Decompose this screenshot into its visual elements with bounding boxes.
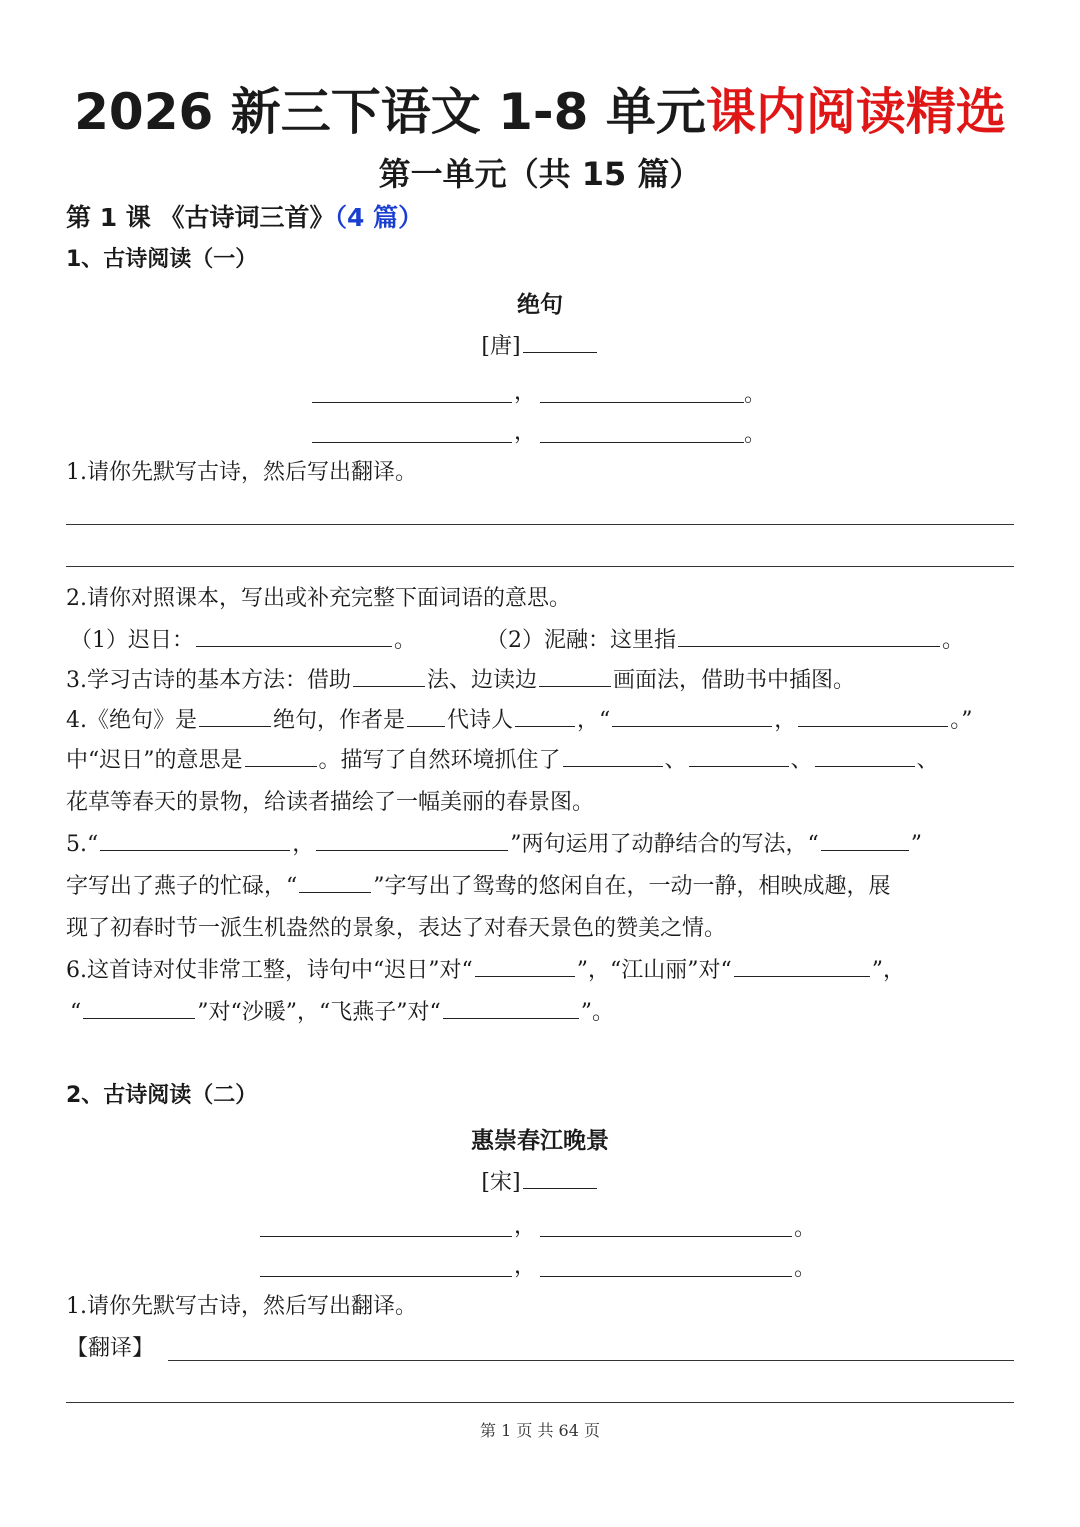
poem-comma: ， (514, 1214, 537, 1239)
q6-text: ”。 (580, 1000, 614, 1026)
answer-line[interactable] (66, 1402, 1014, 1403)
poem-line-blank[interactable] (260, 1236, 512, 1237)
q2b-blank[interactable] (678, 624, 940, 647)
lesson-count: （4 篇） (334, 203, 424, 232)
poem-period: 。 (744, 422, 767, 447)
q6-blank[interactable] (83, 996, 195, 1019)
q5-text: ”字写出了鸳鸯的悠闲自在，一动一静，相映成趣，展 (373, 874, 891, 900)
question-6-line1 (66, 954, 905, 988)
q4-text: 。描写了自然环境抓住了 (318, 748, 561, 774)
poem-line-blank[interactable] (540, 1236, 792, 1237)
q5-blank[interactable] (100, 828, 290, 851)
q4-blank[interactable] (199, 704, 271, 727)
q4-blank[interactable] (563, 744, 663, 767)
q4-text: 、 (916, 748, 939, 774)
q3-text: 法、边读边 (427, 668, 538, 694)
poem-line-blank[interactable] (540, 402, 744, 403)
q6-blank[interactable] (475, 954, 575, 977)
q2a-label: （1）迟日： (70, 628, 194, 654)
q4-text: 4.《绝句》是 (66, 708, 197, 734)
q6-text: ”，“江山丽”对“ (576, 958, 732, 984)
q6-text: 6.这首诗对仗非常工整，诗句中“迟日”对“ (66, 958, 473, 984)
poem-comma: ， (514, 380, 537, 405)
q2a-blank[interactable] (196, 624, 392, 647)
q4-blank[interactable] (612, 704, 772, 727)
question-2: 2.请你对照课本，写出或补充完整下面词语的意思。 (66, 586, 571, 611)
poem-period: 。 (744, 382, 767, 407)
q6-blank[interactable] (443, 996, 579, 1019)
q3-text: 画面法，借助书中插图。 (613, 668, 856, 694)
lesson-heading (66, 200, 423, 236)
page-footer: 第 1 页 共 64 页 (480, 1421, 600, 1440)
section1-heading: 1、古诗阅读（一） (66, 247, 258, 272)
q4-text: 。” (950, 708, 973, 734)
question-2b (486, 624, 964, 658)
q4-blank[interactable] (515, 704, 575, 727)
q5-text: ” (910, 832, 923, 858)
q3-text: 3.学习古诗的基本方法：借助 (66, 668, 351, 694)
page-title-highlight: 课内阅读精选 (705, 83, 1006, 141)
q6-text: ”， (871, 958, 905, 984)
q6-text: “ (70, 1000, 82, 1026)
question-4-line1 (66, 704, 973, 738)
lesson-label: 第 1 课 《古诗词三首》 (66, 203, 335, 232)
page-title-main: 2026 新三下语文 1-8 单元 (74, 83, 706, 141)
q4-text: ， (774, 708, 797, 734)
question-1: 1.请你先默写古诗，然后写出翻译。 (66, 460, 417, 485)
section1-dynasty: [唐] (481, 334, 521, 360)
q4-text: 、 (664, 748, 687, 774)
question-4-line2 (66, 744, 939, 778)
q5-blank[interactable] (316, 828, 508, 851)
poem-comma: ， (514, 420, 537, 445)
q4-text: 中“迟日”的意思是 (66, 748, 243, 774)
q3-blank[interactable] (353, 664, 425, 687)
page-title (0, 80, 1080, 144)
question-3 (66, 664, 855, 698)
section2-heading: 2、古诗阅读（二） (66, 1083, 258, 1108)
q2a-end: 。 (394, 628, 417, 654)
question-5-line2 (66, 870, 891, 904)
q6-blank[interactable] (734, 954, 870, 977)
q4-blank[interactable] (815, 744, 915, 767)
q2b-label: （2）泥融：这里指 (486, 628, 676, 654)
q5-blank[interactable] (821, 828, 909, 851)
q5-text: 字写出了燕子的忙碌，“ (66, 874, 298, 900)
poem-line-blank[interactable] (540, 442, 744, 443)
question-5-line1 (66, 828, 922, 862)
answer-line[interactable] (66, 524, 1014, 525)
q2b-end: 。 (942, 628, 965, 654)
poem-line-blank[interactable] (312, 442, 512, 443)
question-5-line3: 现了初春时节一派生机盎然的景象，表达了对春天景色的赞美之情。 (66, 916, 727, 941)
translate-line[interactable] (168, 1360, 1014, 1361)
question-4-line3: 花草等春天的景物，给读者描绘了一幅美丽的春景图。 (66, 790, 595, 815)
section2-author-line (0, 1166, 1080, 1200)
poem-period: 。 (794, 1216, 817, 1241)
q4-blank[interactable] (798, 704, 948, 727)
q5-blank[interactable] (299, 870, 371, 893)
question-2a (70, 624, 416, 658)
q5-text: ”两句运用了动静结合的写法，“ (510, 832, 819, 858)
section2-dynasty: [宋] (481, 1170, 521, 1196)
poem-period: 。 (794, 1256, 817, 1281)
poem-line-blank[interactable] (312, 402, 512, 403)
answer-line[interactable] (66, 566, 1014, 567)
q5-text: 5.“ (66, 832, 99, 858)
q4-blank[interactable] (689, 744, 789, 767)
q6-text: ”对“沙暖”，“飞燕子”对“ (197, 1000, 441, 1026)
poem-line-blank[interactable] (260, 1276, 512, 1277)
translate-label: 【翻译】 (66, 1336, 155, 1361)
section1-poem-title: 绝句 (517, 292, 563, 318)
author-blank[interactable] (523, 1166, 597, 1189)
q3-blank[interactable] (539, 664, 611, 687)
question-6-line2 (70, 996, 614, 1030)
author-blank[interactable] (523, 330, 597, 353)
poem-line-blank[interactable] (540, 1276, 792, 1277)
q5-text: ， (292, 832, 315, 858)
section1-author-line (0, 330, 1080, 364)
q4-text: 、 (790, 748, 813, 774)
section2-question-1: 1.请你先默写古诗，然后写出翻译。 (66, 1294, 417, 1319)
q4-blank[interactable] (245, 744, 317, 767)
q4-blank[interactable] (407, 704, 445, 727)
q4-text: 绝句，作者是 (273, 708, 406, 734)
q4-text: 代诗人 (447, 708, 514, 734)
unit-title: 第一单元（共 15 篇） (378, 155, 702, 193)
section2-poem-title: 惠崇春江晚景 (471, 1128, 609, 1154)
poem-comma: ， (514, 1254, 537, 1279)
q4-text: ，“ (577, 708, 611, 734)
